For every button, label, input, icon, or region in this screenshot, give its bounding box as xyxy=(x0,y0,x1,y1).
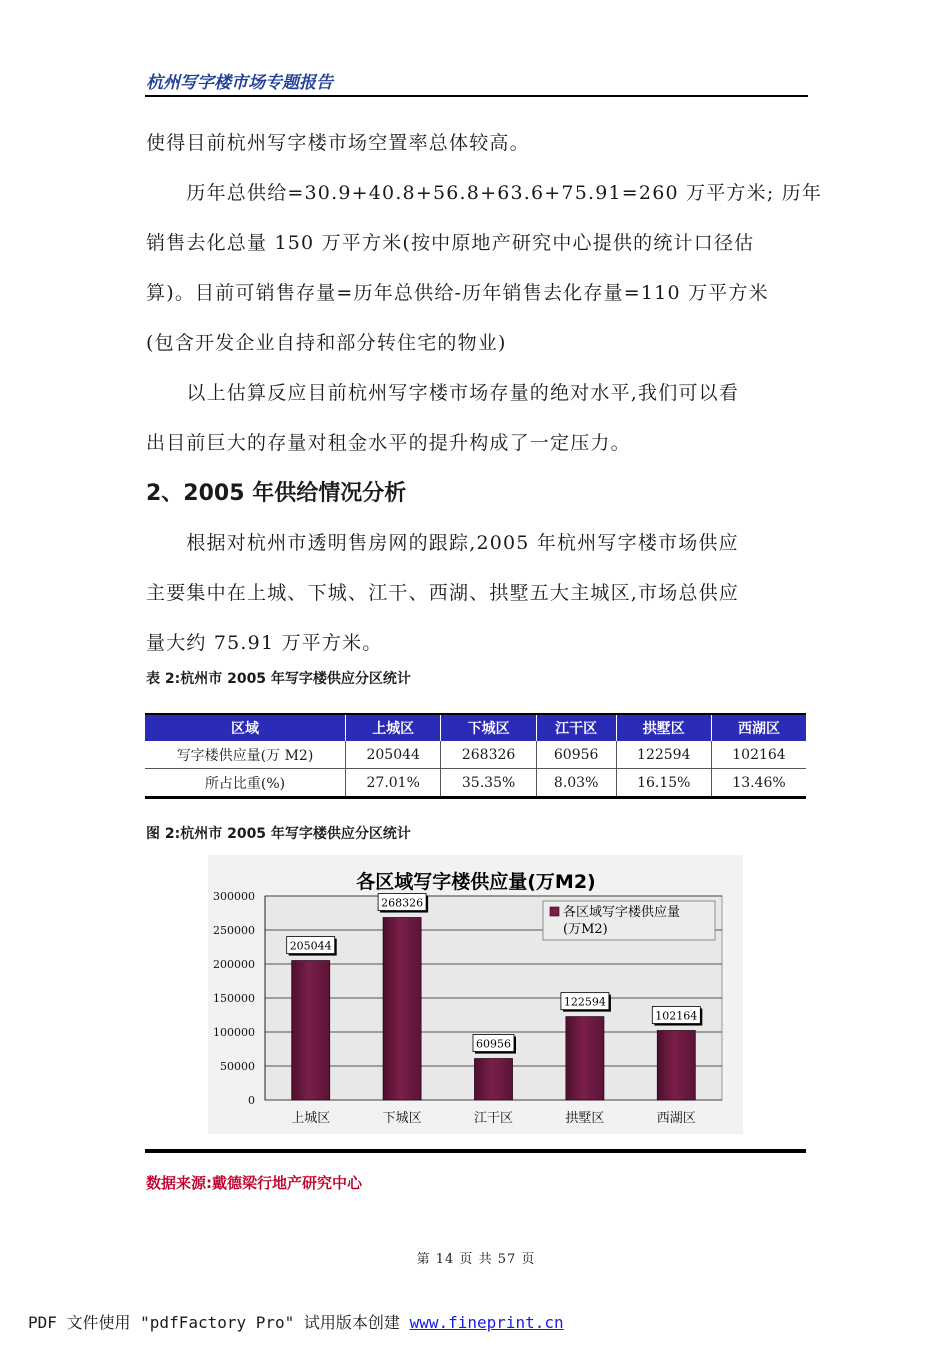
paragraph-line: 量大约 75.91 万平方米。 xyxy=(146,632,383,654)
x-tick-label: 上城区 xyxy=(291,1111,331,1126)
figure-caption: 图 2:杭州市 2005 年写字楼供应分区统计 xyxy=(146,826,411,842)
paragraph-line: 根据对杭州市透明售房网的跟踪,2005 年杭州写字楼市场供应 xyxy=(146,532,739,554)
table-cell: 122594 xyxy=(616,741,711,769)
paragraph-line: 使得目前杭州写字楼市场空置率总体较高。 xyxy=(146,132,530,154)
table-header-cell: 下城区 xyxy=(441,714,536,741)
table-caption: 表 2:杭州市 2005 年写字楼供应分区统计 xyxy=(146,671,411,687)
table-cell: 102164 xyxy=(711,741,806,769)
data-label: 60956 xyxy=(476,1037,511,1051)
chart-container xyxy=(208,855,743,1134)
table-cell: 写字楼供应量(万 M2) xyxy=(145,741,346,769)
y-tick-label: 300000 xyxy=(213,890,255,903)
legend-label: (万M2) xyxy=(563,922,608,937)
table-cell: 35.35% xyxy=(441,769,536,798)
data-label: 122594 xyxy=(563,995,606,1009)
table-row xyxy=(145,769,806,798)
bar xyxy=(475,1059,513,1100)
table-header-cell: 区域 xyxy=(145,714,346,741)
bar xyxy=(657,1031,695,1100)
table-row xyxy=(145,741,806,769)
table-cell: 所占比重(%) xyxy=(145,769,346,798)
fineprint-link[interactable]: www.fineprint.cn xyxy=(409,1313,564,1332)
y-tick-label: 0 xyxy=(248,1094,255,1107)
table-cell: 8.03% xyxy=(536,769,616,798)
table-cell: 205044 xyxy=(346,741,441,769)
x-tick-label: 西湖区 xyxy=(656,1111,696,1126)
table-header-cell: 上城区 xyxy=(346,714,441,741)
paragraph-line: 历年总供给=30.9+40.8+56.8+63.6+75.91=260 万平方米; 历年 xyxy=(146,182,823,204)
bar xyxy=(566,1017,604,1100)
header-rule xyxy=(145,95,808,97)
bar xyxy=(292,961,330,1100)
y-tick-label: 250000 xyxy=(213,924,255,937)
section-heading: 2、2005 年供给情况分析 xyxy=(146,481,407,506)
bar xyxy=(383,918,421,1100)
paragraph-line: 算)。目前可销售存量=历年总供给-历年销售去化存量=110 万平方米 xyxy=(146,282,769,304)
bottom-rule xyxy=(145,1149,806,1153)
bar-chart xyxy=(208,855,743,1134)
data-label: 102164 xyxy=(655,1009,698,1023)
legend-label: 各区域写字楼供应量 xyxy=(563,905,681,920)
table-header-row xyxy=(145,714,806,741)
chart-title: 各区域写字楼供应量(万M2) xyxy=(356,871,596,893)
x-tick-label: 拱墅区 xyxy=(565,1111,605,1126)
table-cell: 13.46% xyxy=(711,769,806,798)
supply-table xyxy=(145,713,806,799)
table-header-cell: 西湖区 xyxy=(711,714,806,741)
table-cell: 27.01% xyxy=(346,769,441,798)
y-tick-label: 50000 xyxy=(220,1060,255,1073)
table-header-cell: 江干区 xyxy=(536,714,616,741)
table-cell: 16.15% xyxy=(616,769,711,798)
table-header-cell: 拱墅区 xyxy=(616,714,711,741)
paragraph-line: 以上估算反应目前杭州写字楼市场存量的绝对水平,我们可以看 xyxy=(146,382,740,404)
paragraph-line: (包含开发企业自持和部分转住宅的物业) xyxy=(146,332,507,354)
x-tick-label: 江干区 xyxy=(473,1111,514,1126)
table-cell: 268326 xyxy=(441,741,536,769)
y-tick-label: 150000 xyxy=(213,992,255,1005)
pdf-footer-note xyxy=(28,1310,564,1333)
data-label: 268326 xyxy=(381,896,424,910)
x-tick-label: 下城区 xyxy=(382,1111,422,1126)
data-label: 205044 xyxy=(289,939,332,953)
page-number: 第 14 页 共 57 页 xyxy=(416,1252,536,1267)
y-tick-label: 100000 xyxy=(213,1026,255,1039)
paragraph-line: 主要集中在上城、下城、江干、西湖、拱墅五大主城区,市场总供应 xyxy=(146,582,740,604)
pdf-note-text: PDF 文件使用 "pdfFactory Pro" 试用版本创建 xyxy=(28,1313,410,1332)
y-tick-label: 200000 xyxy=(213,958,255,971)
header-title: 杭州写字楼市场专题报告 xyxy=(146,73,333,93)
paragraph-line: 出目前巨大的存量对租金水平的提升构成了一定压力。 xyxy=(146,432,631,454)
legend-swatch xyxy=(550,907,559,916)
data-source-note: 数据来源:戴德梁行地产研究中心 xyxy=(146,1174,363,1192)
table-cell: 60956 xyxy=(536,741,616,769)
paragraph-line: 销售去化总量 150 万平方米(按中原地产研究中心提供的统计口径估 xyxy=(146,232,755,254)
